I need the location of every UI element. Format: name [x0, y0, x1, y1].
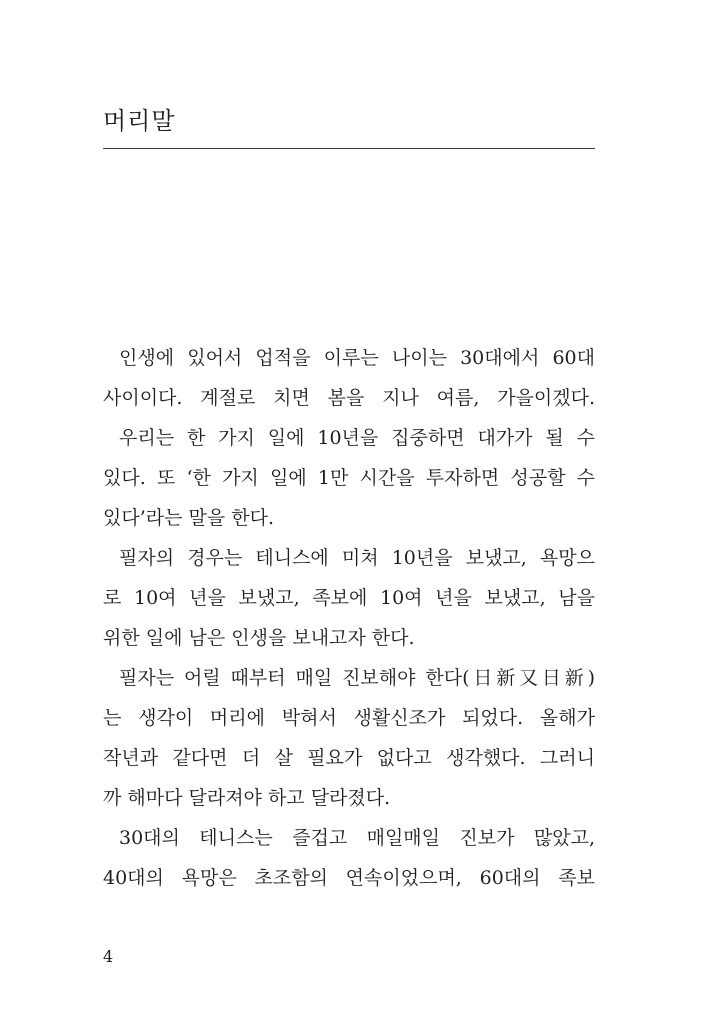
text-line: 필자는 어릴 때부터 매일 진보해야 한다(日新又日新) — [119, 667, 595, 689]
text-line: 30대의 테니스는 즐겁고 매일매일 진보가 많았고, — [119, 827, 595, 849]
text-line: 작년과 같다면 더 살 필요가 없다고 생각했다. 그러니 — [103, 747, 595, 769]
text-line: 사이이다. 계절로 치면 봄을 지나 여름, 가을이겠다. — [103, 387, 595, 409]
text-line: 있다’라는 말을 한다. — [103, 507, 274, 529]
body-text — [103, 338, 595, 898]
title-underline — [103, 148, 595, 149]
text-line: 40대의 욕망은 초조함의 연속이었으며, 60대의 족보 — [103, 867, 595, 889]
text-line: 위한 일에 남은 인생을 보내고자 한다. — [103, 627, 415, 649]
text-line: 인생에 있어서 업적을 이루는 나이는 30대에서 60대 — [119, 347, 595, 369]
text-line: 까 해마다 달라져야 하고 달라졌다. — [103, 787, 391, 809]
chapter-title: 머리말 — [103, 107, 176, 135]
page-number: 4 — [103, 947, 114, 966]
text-line: 필자의 경우는 테니스에 미쳐 10년을 보냈고, 욕망으 — [119, 547, 595, 569]
text-line: 있다. 또 ‘한 가지 일에 1만 시간을 투자하면 성공할 수 — [103, 467, 595, 489]
text-line: 우리는 한 가지 일에 10년을 집중하면 대가가 될 수 — [119, 427, 595, 449]
text-line: 로 10여 년을 보냈고, 족보에 10여 년을 보냈고, 남을 — [103, 587, 595, 609]
text-line: 는 생각이 머리에 박혀서 생활신조가 되었다. 올해가 — [103, 707, 595, 729]
